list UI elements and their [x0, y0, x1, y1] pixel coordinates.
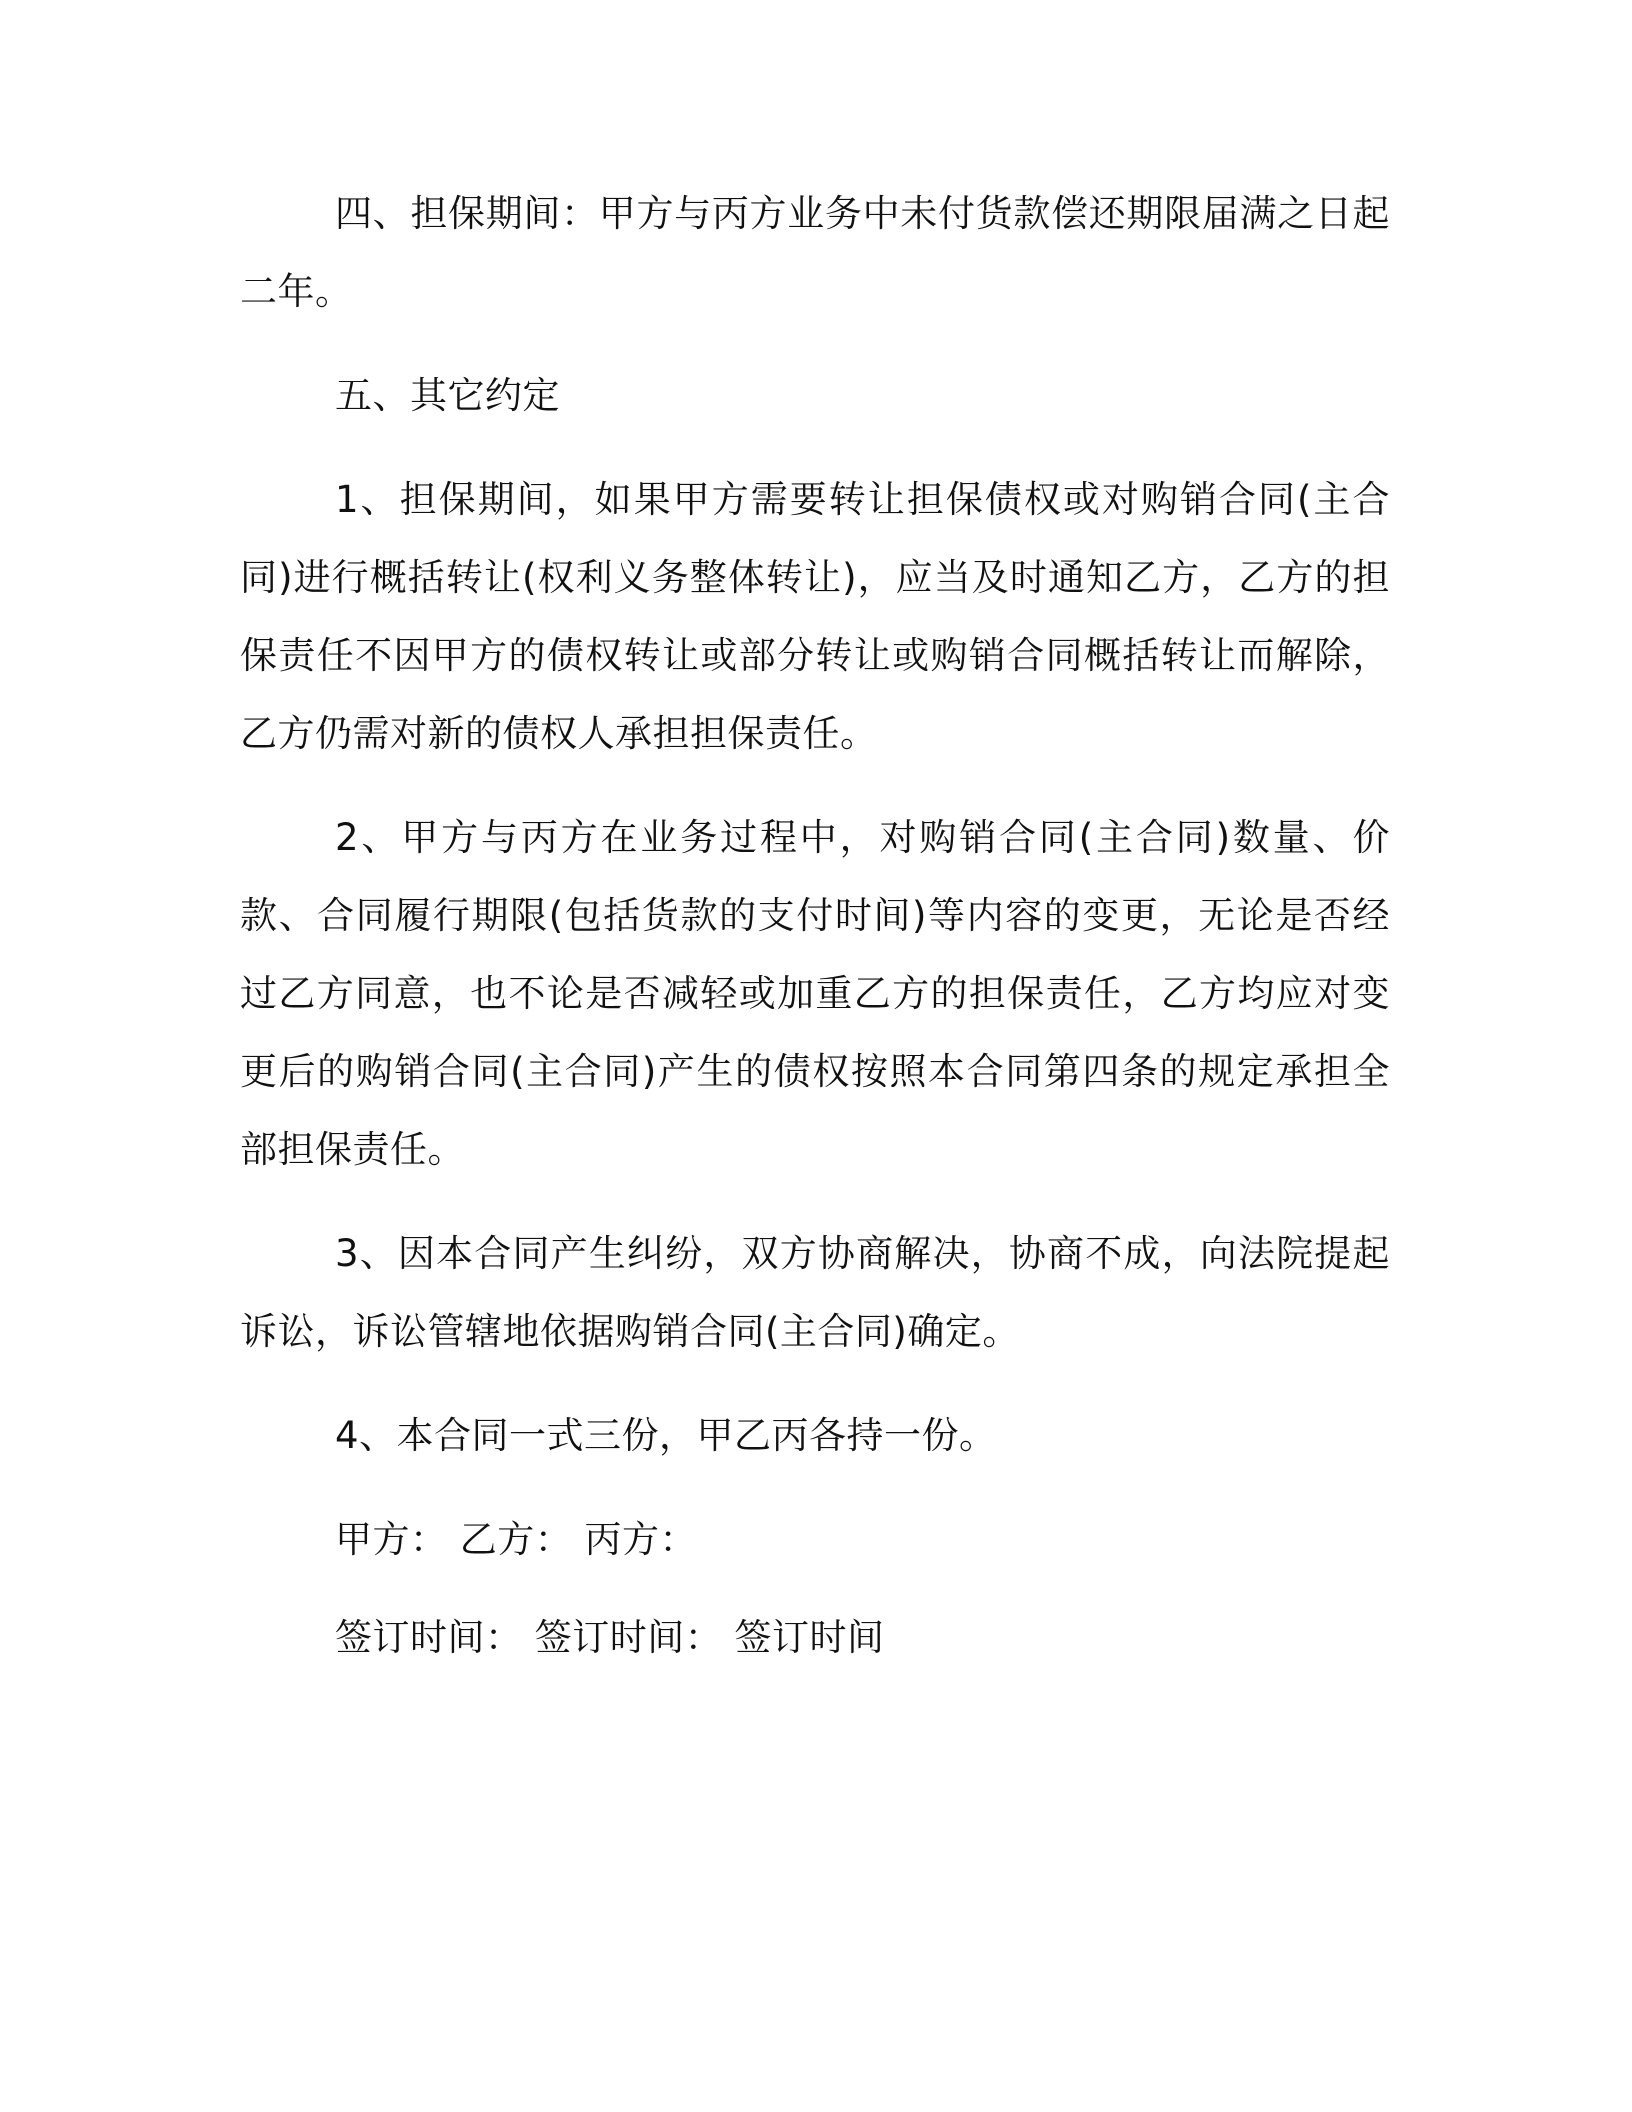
document-body: [240, 175, 1390, 1697]
clause-4-guarantee-period: 四、担保期间：甲方与丙方业务中未付货款偿还期限届满之日起二年。: [240, 192, 1390, 313]
signature-parties: 甲方： 乙方： 丙方：: [335, 1518, 698, 1561]
clause-5-item-3: 3、因本合同产生纠纷，双方协商解决，协商不成，向法院提起诉讼，诉讼管辖地依据购销合同(主合同)确定。: [240, 1232, 1390, 1353]
clause-5-heading: 五、其它约定: [335, 374, 560, 417]
clause-5-item-2: 2、甲方与丙方在业务过程中，对购销合同(主合同)数量、价款、合同履行期限(包括货款的支付时间)等内容的变更，无论是否经过乙方同意，也不论是否减轻或加重乙方的担保责任，乙方均应对变更后的购销合同(主合同)产生的债权按照本合同第四条的规定承担全部担保责任。: [240, 816, 1390, 1171]
clause-5-item-4: 4、本合同一式三份，甲乙丙各持一份。: [335, 1414, 997, 1457]
clause-5-item-1: 1、担保期间，如果甲方需要转让担保债权或对购销合同(主合同)进行概括转让(权利义务整体转让)，应当及时通知乙方，乙方的担保责任不因甲方的债权转让或部分转让或购销合同概括转让而解除，乙方仍需对新的债权人承担担保责任。: [240, 478, 1390, 755]
signature-dates: 签订时间： 签订时间： 签订时间: [335, 1616, 885, 1659]
